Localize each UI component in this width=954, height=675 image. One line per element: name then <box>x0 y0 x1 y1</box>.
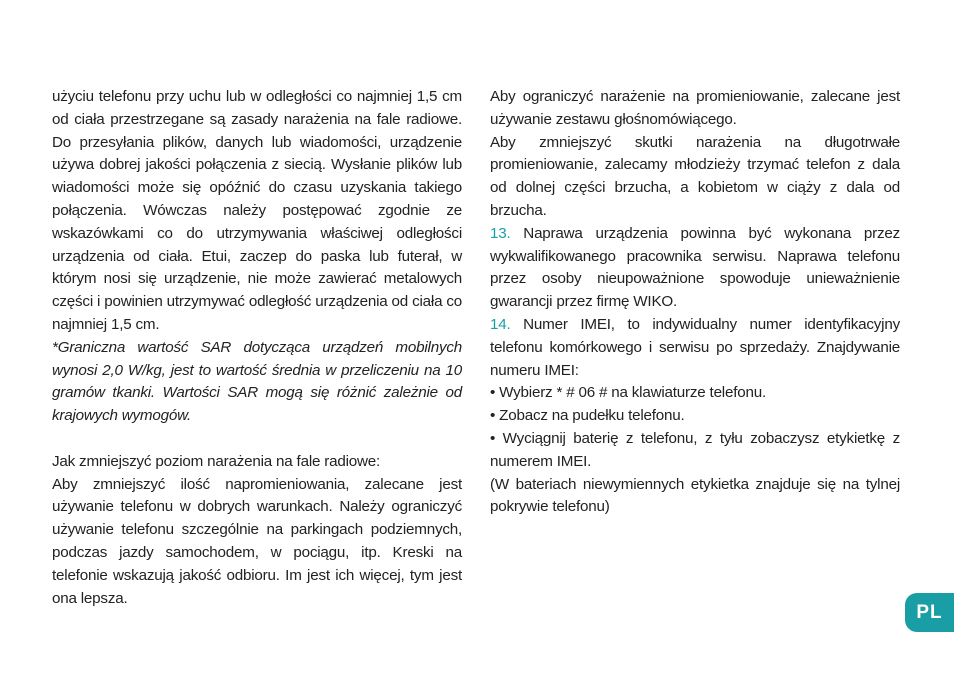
item-14 <box>490 314 900 382</box>
paragraph-handsfree: Aby ograniczyć narażenie na promieniowanie, zalecane jest używanie zestawu głośnomówiącego. <box>490 88 900 128</box>
item-13-number: 13. <box>490 224 511 242</box>
bullet-battery: • Wyciągnij baterię z telefonu, z tyłu zobaczysz etykietkę z numerem IMEI. <box>490 429 900 470</box>
right-column <box>490 86 900 519</box>
item-13-text: Naprawa urządzenia powinna być wykonana przez wykwalifikowanego pracownika serwisu. Naprawa telefonu przez osoby nieupoważnione spowoduje unieważnienie gwarancji przez firmę WIKO. <box>490 224 900 311</box>
item-14-number: 14. <box>490 315 511 333</box>
language-tab: PL <box>905 593 954 632</box>
paragraph-exposure-distance: użyciu telefonu przy uchu lub w odległości co najmniej 1,5 cm od ciała przestrzegane są zasady narażenia na fale radiowe. Do przesyłania plików, danych lub wiadomości, urządzenie używa dobrej jakości połączenia z siecią. Wysłanie plików lub wiadomości może się opóźnić do czasu uzyskania takiego połączenia. Wówczas należy postępować zgodnie ze wskazówkami co do utrzymywania właściwej odległości urządzenia od ciała. Etui, zaczep do paska lub futerał, w którym nosi się urządzenie, nie może zawierać metalowych części i powinien utrzymywać odległość urządzenia od ciała co najmniej 1,5 cm. <box>52 88 462 333</box>
note-non-removable-battery: (W bateriach niewymiennych etykietka znajduje się na tylnej pokrywie telefonu) <box>490 475 900 516</box>
paragraph-long-term-exposure: Aby zmniejszyć skutki narażenia na długotrwałe promieniowanie, zalecamy młodzieży trzymać telefon z dala od dolnej części brzucha, a kobietom w ciąży z dala od brzucha. <box>490 133 900 219</box>
sar-limit-note: *Graniczna wartość SAR dotycząca urządzeń mobilnych wynosi 2,0 W/kg, jest to wartość średnia w przeliczeniu na 10 gramów tkanki. Wartości SAR mogą się różnić zależnie od krajowych wymogów. <box>52 338 462 425</box>
item-14-text: Numer IMEI, to indywidualny numer identyfikacyjny telefonu komórkowego i serwisu po sprzedaży. Znajdywanie numeru IMEI: <box>490 315 900 379</box>
paragraph-reduce-exposure: Aby zmniejszyć ilość napromieniowania, zalecane jest używanie telefonu w dobrych warunkach. Należy ograniczyć używanie telefonu szczególnie na parkingach podziemnych, podczas jazdy samochodem, w pociągu, itp. Kreski na telefonie wskazują jakość odbioru. Im jest ich więcej, tym jest ona lepsza. <box>52 475 462 607</box>
left-column <box>52 86 462 610</box>
item-13 <box>490 223 900 314</box>
paragraph-spacer <box>52 428 462 451</box>
bullet-dial-code: • Wybierz * # 06 # na klawiaturze telefonu. <box>490 384 767 402</box>
section-heading: Jak zmniejszyć poziom narażenia na fale radiowe: <box>52 452 381 470</box>
bullet-box: • Zobacz na pudełku telefonu. <box>490 407 685 425</box>
